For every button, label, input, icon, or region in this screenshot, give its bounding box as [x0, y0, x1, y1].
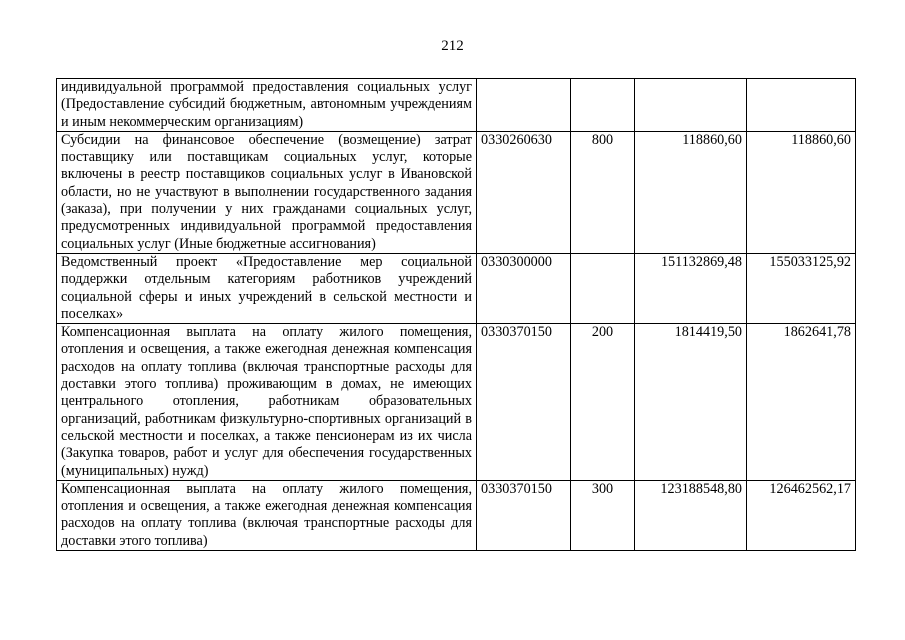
- table-row: [57, 79, 856, 132]
- row-name-cell: Компенсационная выплата на оплату жилого помещения, отопления и освещения, а также ежегодная денежная компенсация расходов на оплату топлива (включая транспортные расходы для доставки этого топлива) проживающим в домах, не имеющих центрального отопления, работникам образовательных организаций, работникам физкультурно-спортивных организаций в сельской местности и поселках, а также пенсионерам из их числа (Закупка товаров, работ и услуг для обеспечения государственных (муниципальных) нужд): [57, 324, 477, 481]
- amount-year2-cell: [747, 79, 856, 132]
- page-number: 212: [441, 38, 464, 54]
- target-article-code-cell: 0330370150: [477, 480, 571, 550]
- amount-year2-cell: 155033125,92: [747, 253, 856, 323]
- row-name-cell: индивидуальной программой предоставления социальных услуг (Предоставление субсидий бюджетным, автономным учреждениям и иным некоммерческим организациям): [57, 79, 477, 132]
- amount-year1-cell: 1814419,50: [635, 324, 747, 481]
- target-article-code-cell: 0330300000: [477, 253, 571, 323]
- row-name-cell: Компенсационная выплата на оплату жилого помещения, отопления и освещения, а также ежегодная денежная компенсация расходов на оплату топлива (включая транспортные расходы для доставки этого топлива): [57, 480, 477, 550]
- row-name-cell: Ведомственный проект «Предоставление мер социальной поддержки отдельным категориям работников учреждений социальной сферы и иных учреждений в сельской местности и поселках»: [57, 253, 477, 323]
- amount-year2-cell: 118860,60: [747, 131, 856, 253]
- table-row: [57, 324, 856, 481]
- amount-year1-cell: 123188548,80: [635, 480, 747, 550]
- expense-type-cell: [571, 253, 635, 323]
- amount-year1-cell: [635, 79, 747, 132]
- amount-year1-cell: 151132869,48: [635, 253, 747, 323]
- expense-type-cell: 300: [571, 480, 635, 550]
- expense-type-cell: 800: [571, 131, 635, 253]
- table-row: [57, 253, 856, 323]
- table-row: [57, 131, 856, 253]
- target-article-code-cell: 0330370150: [477, 324, 571, 481]
- target-article-code-cell: 0330260630: [477, 131, 571, 253]
- row-name-cell: Субсидии на финансовое обеспечение (возмещение) затрат поставщику или поставщикам социальных услуг, которые включены в реестр поставщиков социальных услуг в Ивановской области, но не участвуют в выполнении государственного задания (заказа), при получении у них гражданами социальных услуг, предусмотренных индивидуальной программой предоставления социальных услуг (Иные бюджетные ассигнования): [57, 131, 477, 253]
- expense-type-cell: [571, 79, 635, 132]
- budget-table: [56, 78, 856, 551]
- amount-year2-cell: 1862641,78: [747, 324, 856, 481]
- table-row: [57, 480, 856, 550]
- amount-year1-cell: 118860,60: [635, 131, 747, 253]
- amount-year2-cell: 126462562,17: [747, 480, 856, 550]
- target-article-code-cell: [477, 79, 571, 132]
- expense-type-cell: 200: [571, 324, 635, 481]
